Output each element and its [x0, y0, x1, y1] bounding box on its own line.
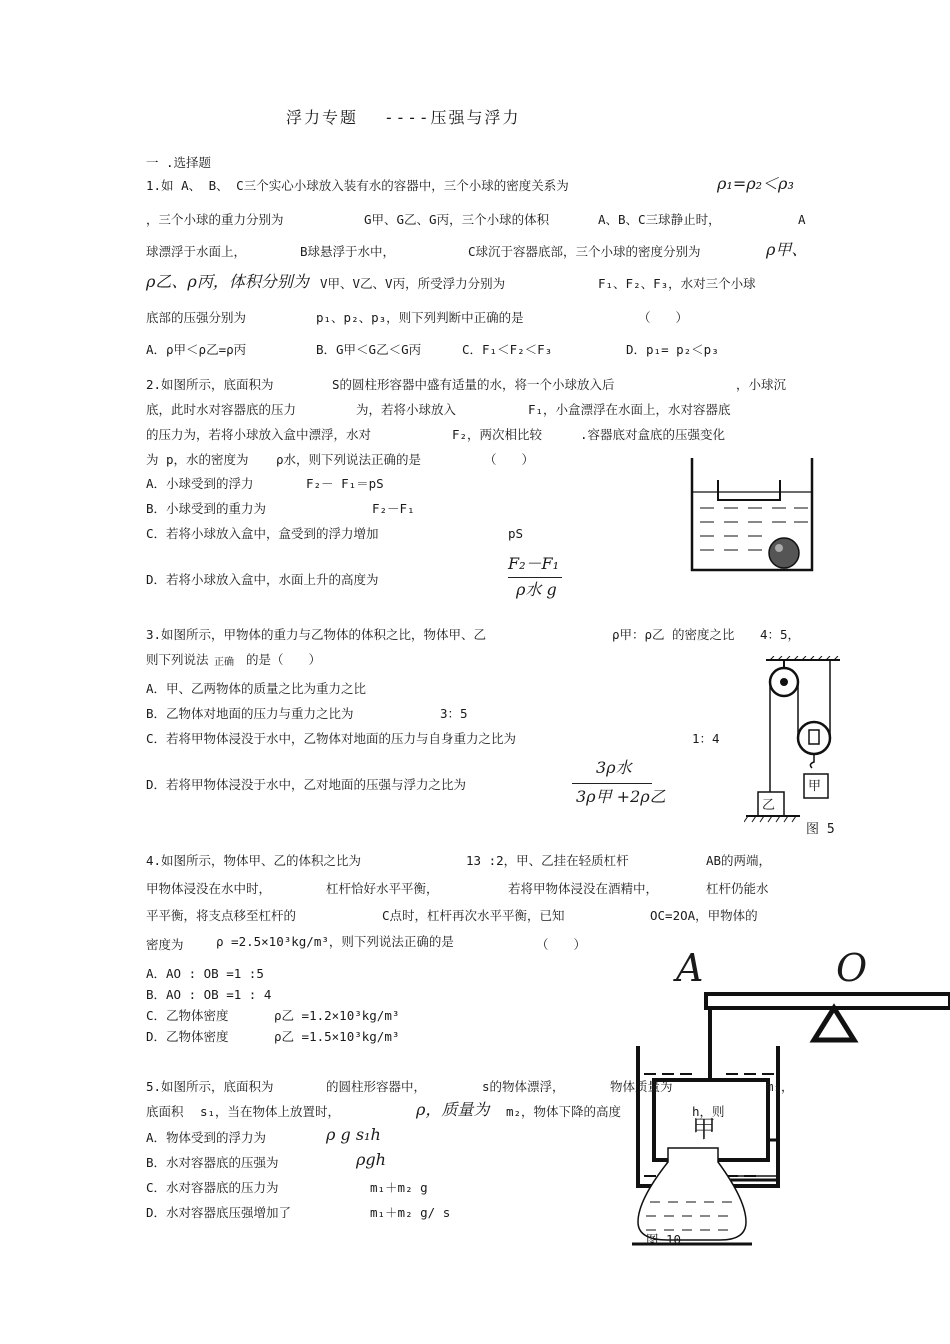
lever-bar: [706, 994, 950, 1008]
q2-line4b: ρ水，则下列说法正确的是: [276, 452, 422, 467]
q4-line3a: 平平衡，将支点移至杠杆的: [146, 908, 297, 923]
q4-label-a: A: [676, 946, 704, 990]
q2-option-c-formula: pS: [508, 526, 524, 541]
q1-line1: 1.如 A、 B、 C三个实心小球放入装有水的容器中，三个小球的密度关系为: [146, 178, 569, 193]
q5-option-a-formula: ρ g s₁h: [326, 1125, 381, 1144]
q3-option-c: C．若将甲物体浸没于水中，乙物体对地面的压力与自身重力之比为: [146, 731, 517, 746]
q2-option-a-formula: F₂－ F₁＝pS: [306, 476, 384, 491]
q1-option-a: A．ρ甲＜ρ乙=ρ丙: [146, 342, 247, 357]
q4-line1b: 13 :2，甲、乙挂在轻质杠杆: [466, 853, 629, 868]
q4-line1a: 4.如图所示，物体甲、乙的体积之比为: [146, 853, 362, 868]
q1-line3a: 球漂浮于水面上，: [146, 244, 247, 259]
q2-option-b: B．小球受到的重力为: [146, 501, 267, 516]
q2-container-figure: [688, 456, 816, 574]
q1-option-d: D．p₁= p₂＜p₃: [626, 342, 719, 357]
q4-option-c: C．乙物体密度: [146, 1008, 229, 1023]
q1-line3d: ρ甲、: [766, 240, 808, 259]
q5-line2a: 底面积: [146, 1104, 184, 1119]
q2-line2b: 为，若将小球放入: [356, 402, 457, 417]
q2-line4a: 为 p，水的密度为: [146, 452, 249, 467]
q1-line5b: p₁、p₂、p₃，则下列判断中正确的是: [316, 310, 524, 325]
q1-line4a: ρ乙、ρ丙，体积分别为: [146, 272, 309, 291]
q3-line1a: 3.如图所示，甲物体的重力与乙物体的体积之比，物体甲、乙: [146, 627, 487, 642]
q2-fraction-denominator: ρ水 g: [516, 580, 557, 599]
q2-fraction-numerator: F₂－F₁: [508, 554, 560, 573]
q3-line2a: 则下列说法: [146, 652, 209, 667]
q4-label-o: O: [836, 946, 868, 990]
q3-fraction-bar: [572, 783, 652, 784]
q4-lever-figure: [628, 990, 950, 1252]
q5-option-d-formula: m₁＋m₂ g/ s: [370, 1205, 451, 1220]
q2-line2c: F₁，小盒漂浮在水面上，水对容器底: [528, 402, 731, 417]
q1-line4c: F₁、F₂、F₃，水对三个小球: [598, 276, 756, 291]
q1-line2a: ，三个小球的重力分别为: [146, 212, 284, 227]
q3-label-jia: 甲: [808, 779, 822, 794]
q4-line2d: 杠杆仍能水: [706, 881, 769, 896]
q2-line3a: 的压力为，若将小球放入盒中漂浮，水对: [146, 427, 372, 442]
q4-option-c-value: ρ乙 =1.2×10³kg/m³: [274, 1008, 400, 1023]
q3-line1c: 的密度之比: [672, 627, 735, 642]
q5-line1c: s的物体漂浮，: [482, 1079, 565, 1094]
q4-option-d: D．乙物体密度: [146, 1029, 229, 1044]
q5-line2e: h，则: [692, 1104, 725, 1119]
q4-line1c: AB的两端，: [706, 853, 772, 868]
doc-title-right: ----压强与浮力: [384, 108, 521, 127]
q3-line1d: 4：5，: [760, 627, 801, 642]
q5-line2b: s₁，当在物体上放置时，: [200, 1104, 341, 1119]
q2-option-c: C．若将小球放入盒中，盒受到的浮力增加: [146, 526, 379, 541]
q3-line2b: 正确: [214, 657, 234, 668]
q5-line1a: 5.如图所示，底面积为: [146, 1079, 274, 1094]
q1-line5c: （ ）: [638, 310, 689, 325]
q1-line3c: C球沉于容器底部，三个小球的密度分别为: [468, 244, 701, 259]
q1-option-b: B．G甲＜G乙＜G丙: [316, 342, 422, 357]
q2-fraction-bar: [508, 577, 562, 578]
q4-line4c: （ ）: [536, 937, 587, 952]
doc-title-left: 浮力专题: [286, 108, 359, 127]
q3-fraction-numerator: 3ρ水: [596, 758, 632, 777]
q2-option-d: D．若将小球放入盒中，水面上升的高度为: [146, 572, 379, 587]
q3-line1b: ρ甲：ρ乙: [612, 627, 665, 642]
q2-line3c: .容器底对盒底的压强变化: [580, 427, 726, 442]
q4-line2a: 甲物体浸没在水中时，: [146, 881, 272, 896]
q2-line1c: ，小球沉: [736, 377, 787, 392]
q1-line2c: A、B、C三球静止时，: [598, 212, 721, 227]
q1-density-relation: ρ₁=ρ₂＜ρ₃: [717, 174, 794, 193]
q4-label-jia: 甲: [692, 1115, 716, 1143]
q4-line4a: 密度为: [146, 937, 184, 952]
q5-option-c-formula: m₁＋m₂ g: [370, 1180, 428, 1195]
q1-line3b: B球悬浮于水中，: [300, 244, 396, 259]
section-heading: 一 .选择题: [146, 155, 212, 170]
q5-line2d: m₂，物体下降的高度: [506, 1104, 622, 1119]
q3-option-d: D．若将甲物体浸没于水中，乙对地面的压强与浮力之比为: [146, 777, 467, 792]
q4-line2b: 杠杆恰好水平平衡，: [326, 881, 439, 896]
q2-line1b: S的圆柱形容器中盛有适量的水，将一个小球放入后: [332, 377, 615, 392]
fulcrum: [814, 1008, 854, 1040]
q4-line4b: ρ =2.5×10³kg/m³，则下列说法正确的是: [216, 934, 454, 949]
q2-line1a: 2.如图所示，底面积为: [146, 377, 274, 392]
q4-option-d-value: ρ乙 =1.5×10³kg/m³: [274, 1029, 400, 1044]
q4-line2c: 若将甲物体浸没在酒精中，: [508, 881, 659, 896]
sunken-ball: [769, 538, 799, 568]
q2-line2a: 底，此时水对容器底的压力: [146, 402, 297, 417]
q3-option-a: A．甲、乙两物体的质量之比为重力之比: [146, 681, 367, 696]
q2-option-b-formula: F₂－F₁: [372, 501, 415, 516]
q4-option-a: A．AO : OB =1 :5: [146, 966, 264, 981]
q5-option-a: A．物体受到的浮力为: [146, 1130, 267, 1145]
q1-line2b: G甲、G乙、G丙，三个小球的体积: [364, 212, 550, 227]
q5-line1d: 物体质量为: [610, 1079, 673, 1094]
q5-line2c: ρ，质量为: [416, 1100, 490, 1119]
q2-line3b: F₂，两次相比较: [452, 427, 543, 442]
q3-fraction-denominator: 3ρ甲 +2ρ乙: [576, 787, 666, 806]
floating-box: [718, 480, 780, 500]
q3-option-c-ratio: 1：4: [692, 731, 720, 746]
q3-option-b: B．乙物体对地面的压力与重力之比为: [146, 706, 354, 721]
q3-line2c: 的是（ ）: [246, 652, 322, 667]
q5-option-d: D．水对容器底压强增加了: [146, 1205, 292, 1220]
q4-option-b: B．AO : OB =1 : 4: [146, 987, 272, 1002]
q1-option-c: C．F₁＜F₂＜F₃: [462, 342, 553, 357]
q1-line5a: 底部的压强分别为: [146, 310, 247, 325]
q2-option-a: A．小球受到的浮力: [146, 476, 254, 491]
q4-line3c: OC=2OA，甲物体的: [650, 908, 758, 923]
q3-figure-caption: 图 5: [806, 822, 835, 837]
q5-option-b-formula: ρgh: [356, 1150, 386, 1169]
q1-line4b: V甲、V乙、V丙，所受浮力分别为: [320, 276, 506, 291]
q2-line4c: （ ）: [484, 452, 535, 467]
q3-label-yi: 乙: [762, 798, 776, 813]
q5-line1e: m₁，: [766, 1079, 794, 1094]
q5-option-b: B．水对容器底的压强为: [146, 1155, 279, 1170]
q4-line3b: C点时，杠杆再次水平平衡，已知: [382, 908, 565, 923]
q3-pulley-figure: [744, 656, 850, 846]
q3-option-b-ratio: 3：5: [440, 706, 468, 721]
q5-option-c: C．水对容器底的压力为: [146, 1180, 279, 1195]
q5-figure-caption: 图 10: [646, 1232, 682, 1247]
q1-line2d: A: [798, 212, 806, 227]
q5-line1b: 的圆柱形容器中，: [326, 1079, 427, 1094]
